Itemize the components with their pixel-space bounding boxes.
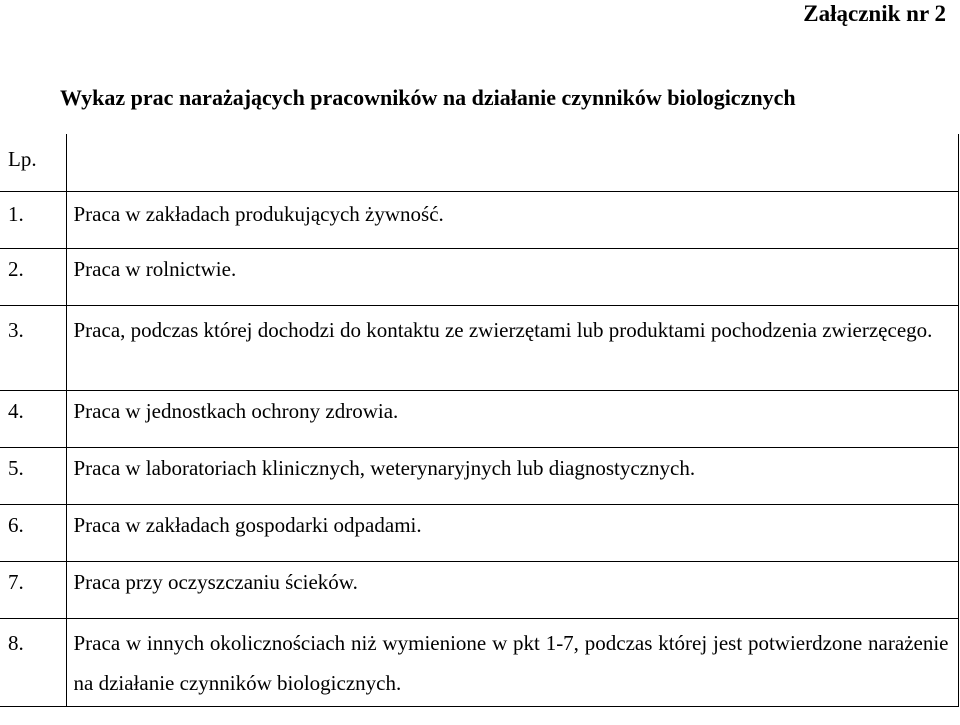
column-header-empty [66,134,958,191]
table-row [0,390,958,447]
row-number: 5. [0,447,66,504]
table-row [0,561,958,618]
row-text: Praca w zakładach gospodarki odpadami. [66,504,958,561]
table-row [0,618,958,706]
attachment-label: Załącznik nr 2 [803,1,946,26]
work-list-table [0,134,959,707]
row-number: 6. [0,504,66,561]
row-number: 3. [0,305,66,390]
table-row [0,248,958,305]
row-text: Praca przy oczyszczaniu ścieków. [66,561,958,618]
row-text: Praca w jednostkach ochrony zdrowia. [66,390,958,447]
row-number: 2. [0,248,66,305]
row-text: Praca w rolnictwie. [66,248,958,305]
row-number: 4. [0,390,66,447]
document-title: Wykaz prac narażających pracowników na działanie czynników biologicznych [60,85,796,110]
column-header-lp: Lp. [0,134,66,191]
row-number: 7. [0,561,66,618]
row-number: 1. [0,191,66,248]
table-row [0,191,958,248]
row-text: Praca, podczas której dochodzi do kontaktu ze zwierzętami lub produktami pochodzenia zwierzęcego. [66,305,958,390]
table-row [0,305,958,390]
table-header-row [0,134,958,191]
row-text: Praca w laboratoriach klinicznych, weterynaryjnych lub diagnostycznych. [66,447,958,504]
row-number: 8. [0,618,66,706]
row-text: Praca w zakładach produkujących żywność. [66,191,958,248]
row-text: Praca w innych okolicznościach niż wymienione w pkt 1-7, podczas której jest potwierdzone narażenie na działanie czynników biologicznych. [66,618,958,706]
table-row [0,504,958,561]
table-row [0,447,958,504]
